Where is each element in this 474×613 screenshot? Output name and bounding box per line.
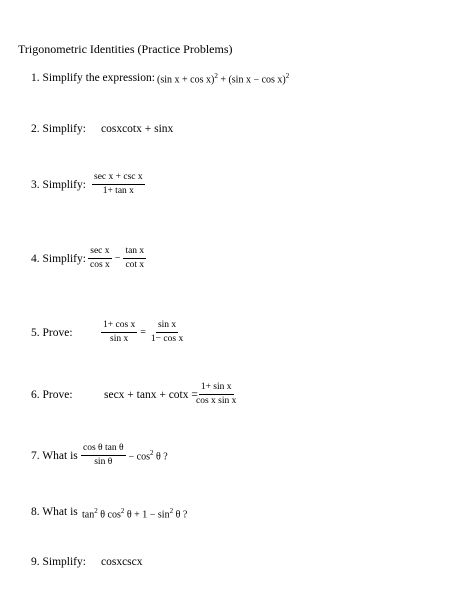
problem-7-exponent: 2 xyxy=(149,448,154,457)
problem-7-minus-cos: − cos xyxy=(128,451,150,463)
problem-5-numerator-2: sin x xyxy=(156,320,178,333)
problem-5-fraction-1 xyxy=(101,320,137,345)
problem-6-label: 6. Prove: xyxy=(31,389,73,401)
problem-1-plus: + xyxy=(220,74,226,86)
problem-7-expression xyxy=(81,443,171,468)
problem-5-denominator-2: 1− cos x xyxy=(150,334,184,344)
problem-7-tail: θ ? xyxy=(155,451,168,463)
problem-3-numerator: sec x + csc x xyxy=(92,172,145,185)
problem-2-expression: cosxcotx + sinx xyxy=(101,123,174,135)
problem-8-part-d: θ ? xyxy=(175,509,188,521)
problem-3-fraction xyxy=(92,172,145,197)
problem-7-fraction xyxy=(81,443,126,468)
problem-5-numerator-1: 1+ cos x xyxy=(101,320,137,333)
problem-4-numerator-2: tan x xyxy=(123,246,146,259)
problem-8-part-c: θ + 1 − sin xyxy=(126,509,170,521)
problem-1-part2: (sin x − cos x) xyxy=(228,74,286,86)
problem-7-numerator: cos θ tan θ xyxy=(81,443,126,456)
problem-6-denominator: cos x sin x xyxy=(196,396,237,406)
problem-4-denominator-1: cos x xyxy=(90,260,110,270)
problem-4-fraction-2 xyxy=(123,246,146,271)
problem-6-rhs xyxy=(194,382,238,407)
problem-5-operator: = xyxy=(140,327,146,338)
problem-8-label: 8. What is xyxy=(31,506,78,518)
problem-4-numerator-1: sec x xyxy=(88,246,111,259)
problem-8-part-b: θ cos xyxy=(100,509,121,521)
problem-1-exp1: 2 xyxy=(214,72,218,80)
problem-8-exp-a: 2 xyxy=(94,507,98,515)
problem-5-denominator-1: sin x xyxy=(110,334,129,344)
problem-1-part1: (sin x + cos x) xyxy=(157,74,215,86)
problem-4-fraction-1 xyxy=(88,246,112,271)
problem-1-exp2: 2 xyxy=(285,72,290,80)
problem-8-part-a: tan xyxy=(82,509,95,521)
problem-5-label: 5. Prove: xyxy=(31,327,73,339)
problem-4-expression xyxy=(88,246,146,271)
problem-4-label: 4. Simplify: xyxy=(31,253,86,265)
problem-6-numerator: 1+ sin x xyxy=(199,382,234,395)
problem-2-label: 2. Simplify: xyxy=(31,123,86,135)
problem-5-fraction-2 xyxy=(149,320,185,345)
problem-3-label: 3. Simplify: xyxy=(31,179,86,191)
problem-7-rest xyxy=(126,449,171,462)
problem-6-fraction xyxy=(194,382,238,407)
problem-8-expression xyxy=(82,507,187,520)
problem-9-label: 9. Simplify: xyxy=(31,556,86,568)
problem-8-exp-c: 2 xyxy=(169,507,174,515)
problem-7-label: 7. What is xyxy=(31,450,78,462)
problem-4-operator: − xyxy=(114,253,121,264)
problem-4-denominator-2: cot x xyxy=(125,260,145,270)
page-title: Trigonometric Identities (Practice Problems) xyxy=(18,42,233,56)
problem-3-expression xyxy=(92,172,145,197)
problem-1-expression xyxy=(157,72,289,85)
problem-8-exp-b: 2 xyxy=(120,507,125,515)
problem-5-expression xyxy=(101,320,185,345)
problem-6-lhs: secx + tanx + cotx = xyxy=(104,389,198,401)
problem-9-expression: cosxcscx xyxy=(101,556,143,568)
problem-1-label: 1. Simplify the expression: xyxy=(31,72,155,84)
problem-3-denominator: 1+ tan x xyxy=(102,186,134,196)
problem-7-denominator: sin θ xyxy=(94,457,113,467)
